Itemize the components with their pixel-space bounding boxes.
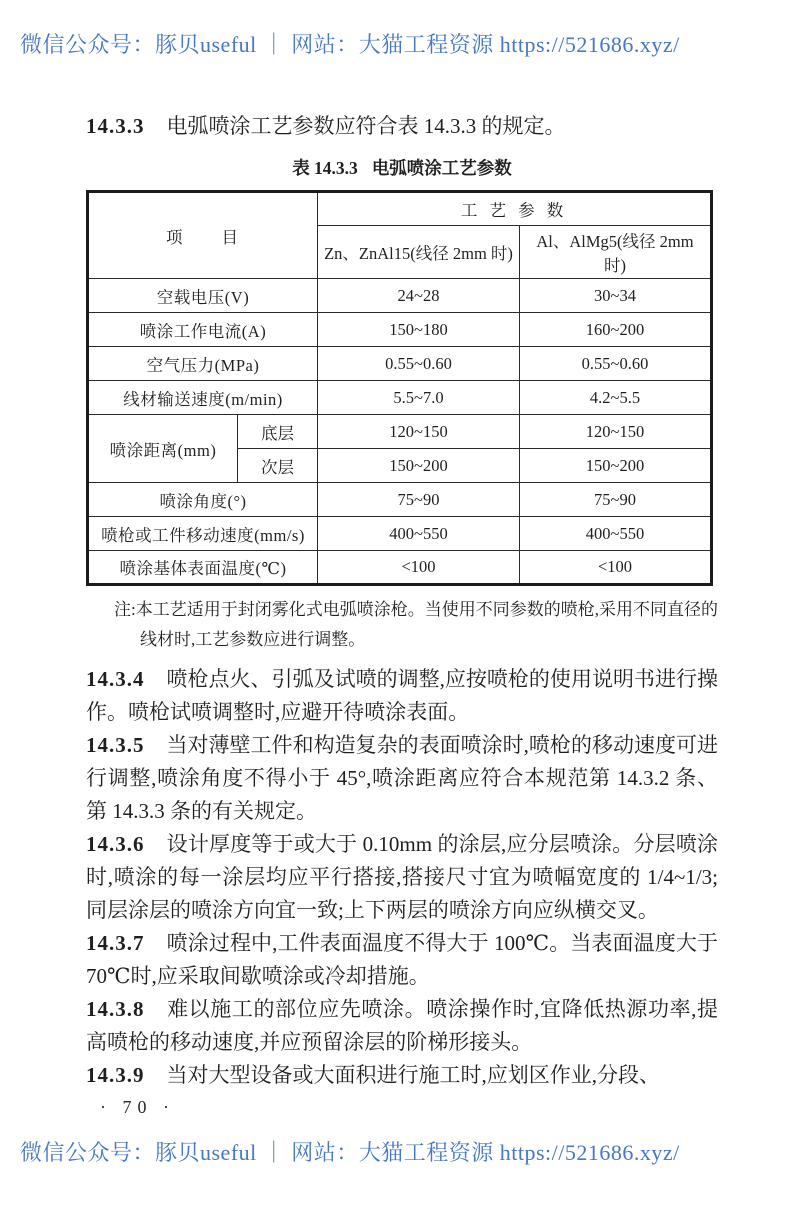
table-row [88,483,712,517]
table-row [88,313,712,347]
clause-number: 14.3.8 [86,997,145,1021]
cell-zn: <100 [318,551,520,585]
note-label: 注: [114,600,136,619]
cell-al: 120~150 [520,415,712,449]
cell-zn: 150~200 [318,449,520,483]
cell-al: 150~200 [520,449,712,483]
page-content [86,110,718,1118]
arc-spray-parameters-table [86,190,713,586]
header-col-zn: Zn、ZnAl15(线径 2mm 时) [318,226,520,279]
clause-14-3-4 [86,663,718,729]
table-row [88,381,712,415]
cell-al: 30~34 [520,279,712,313]
cell-al: <100 [520,551,712,585]
sub-row-label: 底层 [238,415,318,449]
sub-row-label: 次层 [238,449,318,483]
clause-14-3-9 [86,1059,718,1092]
clause-text: 喷涂过程中,工件表面温度不得大于 100℃。当表面温度大于 70℃时,应采取间歇喷涂或冷却措施。 [86,931,718,988]
cell-al: 4.2~5.5 [520,381,712,415]
watermark-footer: 微信公众号：豚贝useful ｜ 网站：大猫工程资源 https://521686.xyz/ [20,1140,680,1165]
cell-zn: 0.55~0.60 [318,347,520,381]
clause-text: 当对大型设备或大面积进行施工时,应划区作业,分段、 [166,1063,660,1087]
row-label: 喷涂工作电流(A) [88,313,318,347]
clause-14-3-5 [86,729,718,828]
cell-zn: 24~28 [318,279,520,313]
cell-al: 75~90 [520,483,712,517]
clause-14-3-7 [86,927,718,993]
cell-zn: 5.5~7.0 [318,381,520,415]
clause-number: 14.3.7 [86,931,145,955]
cell-zn: 120~150 [318,415,520,449]
cell-al: 0.55~0.60 [520,347,712,381]
row-label: 空载电压(V) [88,279,318,313]
row-label: 喷枪或工件移动速度(mm/s) [88,517,318,551]
clause-text: 当对薄壁工件和构造复杂的表面喷涂时,喷枪的移动速度可进行调整,喷涂角度不得小于 45°,喷涂距离应符合本规范第 14.3.2 条、第 14.3.3 条的有关规定。 [86,733,718,823]
table-row [88,551,712,585]
header-param-group: 工 艺 参 数 [318,192,712,226]
clause-number: 14.3.6 [86,832,145,856]
table-caption [86,155,718,180]
clause-14-3-6 [86,828,718,927]
clause-text: 难以施工的部位应先喷涂。喷涂操作时,宜降低热源功率,提高喷枪的移动速度,并应预留涂层的阶梯形接头。 [86,997,718,1054]
table-row [88,279,712,313]
table-caption-number: 表 14.3.3 [292,158,358,178]
clause-number: 14.3.5 [86,733,145,757]
row-label: 线材输送速度(m/min) [88,381,318,415]
row-label-distance: 喷涂距离(mm) [88,415,238,483]
table-header-row-1 [88,192,712,226]
clause-number: 14.3.9 [86,1063,145,1087]
page-number: · 70 · [100,1097,175,1117]
table-row-distance-bottom-layer [88,415,712,449]
row-label: 空气压力(MPa) [88,347,318,381]
header-col-al: Al、AlMg5(线径 2mm 时) [520,226,712,279]
clause-number: 14.3.4 [86,667,145,691]
clause-14-3-3 [86,110,718,143]
clause-text: 设计厚度等于或大于 0.10mm 的涂层,应分层喷涂。分层喷涂时,喷涂的每一涂层均应平行搭接,搭接尺寸宜为喷幅宽度的 1/4~1/3;同层涂层的喷涂方向宜一致;上下两层的喷涂方向应纵横交叉。 [86,832,718,922]
table-caption-title: 电弧喷涂工艺参数 [371,158,512,178]
row-label: 喷涂基体表面温度(℃) [88,551,318,585]
clause-14-3-8 [86,993,718,1059]
cell-al: 160~200 [520,313,712,347]
row-label: 喷涂角度(°) [88,483,318,517]
cell-zn: 150~180 [318,313,520,347]
table-row [88,517,712,551]
clause-text: 电弧喷涂工艺参数应符合表 14.3.3 的规定。 [166,114,566,138]
clause-number: 14.3.3 [86,114,145,138]
cell-al: 400~550 [520,517,712,551]
cell-zn: 75~90 [318,483,520,517]
header-item: 项 目 [88,192,318,279]
table-row [88,347,712,381]
clause-text: 喷枪点火、引弧及试喷的调整,应按喷枪的使用说明书进行操作。喷枪试喷调整时,应避开待喷涂表面。 [86,667,718,724]
watermark-header: 微信公众号：豚贝useful ｜ 网站：大猫工程资源 https://521686.xyz/ [20,32,680,57]
table-note [86,595,718,655]
note-text: 本工艺适用于封闭雾化式电弧喷涂枪。当使用不同参数的喷枪,采用不同直径的线材时,工艺参数应进行调整。 [135,600,718,649]
cell-zn: 400~550 [318,517,520,551]
